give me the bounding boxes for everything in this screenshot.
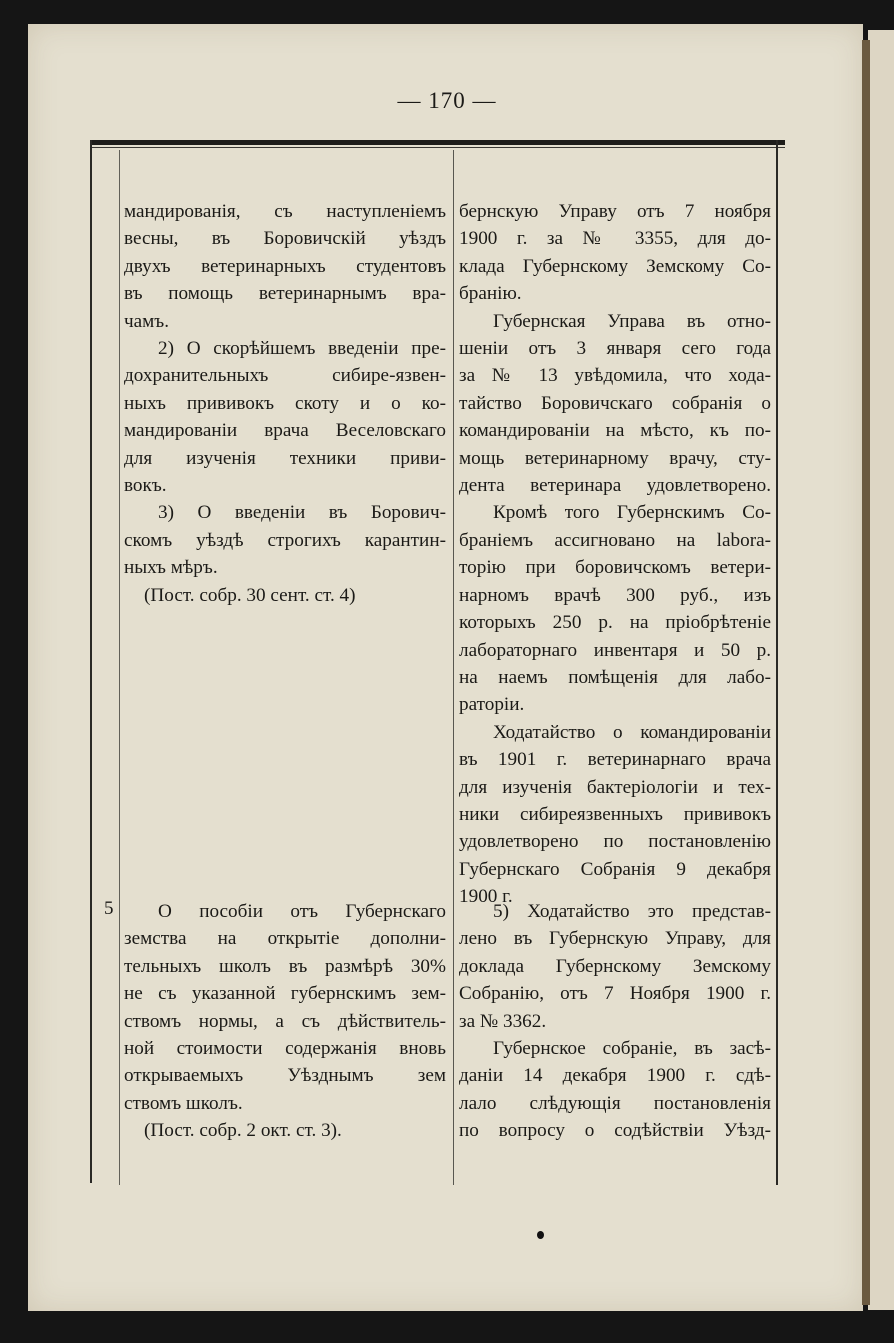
text-line: ныхъ мѣръ. [124,557,218,579]
reference-line: (Пост. собр. 2 окт. ст. 3). [144,1120,342,1142]
text-line: Собранію, отъ 7 Ноября 1900 г. [459,983,771,1005]
text-line: Губернское собраніе, въ засѣ- [493,1038,771,1060]
text-line: для изученія техники приви- [124,447,446,469]
text-line: ной стоимости содержанія вновь [124,1038,446,1060]
text-line: лало слѣдующія постановленія [459,1092,771,1114]
text-line: Губернскаго Собранія 9 декабря [459,858,771,880]
text-line: Губернская Управа въ отно- [493,310,771,332]
adjacent-page-edge [868,30,894,1310]
text-line: лабораторнаго инвентаря и 50 р. [459,639,771,661]
text-line: 5) Ходатайство это представ- [493,901,771,922]
text-line: вокъ. [124,475,167,497]
text-line: двухъ ветеринарныхъ студентовъ [124,255,446,277]
text-line: раторіи. [459,694,525,716]
lower-left-column [124,898,446,1145]
table-left-border [90,140,92,1183]
text-line: 1900 г. за № 3355, для до- [459,228,771,250]
page-binding-edge [862,40,870,1305]
ink-dot [537,1231,544,1239]
text-line: по вопросу о содѣйствіи Уѣзд- [459,1120,771,1142]
text-line: дента ветеринара удовлетворено. [459,475,771,497]
text-line: ствомъ нормы, а съ дѣйствитель- [124,1010,446,1032]
text-line: земства на открытіе дополни- [124,928,446,950]
column-divider [453,150,454,1185]
lower-right-column [459,898,771,1145]
text-line: чамъ. [124,310,170,332]
text-line: лено въ Губернскую Управу, для [459,928,771,950]
reference-line: (Пост. собр. 30 сент. ст. 4) [144,584,356,606]
text-line: на наемъ помѣщенія для лабо- [459,666,771,688]
text-line: бранію. [459,283,522,305]
text-line: нарномъ врачѣ 300 руб., изъ [459,584,771,606]
text-line: тайство Боровичскаго собранія о [459,392,771,414]
text-line: не съ указанной губернскимъ зем- [124,983,446,1005]
text-line: торію при боровичскомъ ветери- [459,557,771,579]
text-line: командированіи на мѣсто, къ по- [459,420,771,442]
text-line: 2) О скорѣйшемъ введеніи пре- [158,338,446,360]
text-line: шеніи отъ 3 января сего года [459,338,771,360]
text-line: О пособіи отъ Губернскаго [158,901,446,922]
text-line: ники сибиреязвенныхъ прививокъ [459,803,771,825]
text-line: открываемыхъ Уѣзднымъ зем [124,1065,446,1087]
text-line: 3) О введеніи въ Борович- [158,502,446,524]
upper-right-column [459,198,771,911]
text-line: бернскую Управу отъ 7 ноября [459,201,771,222]
upper-left-column [124,198,446,609]
text-line: ныхъ прививокъ скоту и о ко- [124,392,446,414]
text-line: доклада Губернскому Земскому [459,955,771,977]
page-number: — 170 — [397,88,497,113]
text-line: удовлетворено по постановленію [459,831,771,853]
text-line: даніи 14 декабря 1900 г. сдѣ- [459,1065,771,1087]
text-line: браніемъ ассигновано на labora- [459,529,771,551]
item-number: 5 [104,898,114,919]
text-line: за № 3362. [459,1010,547,1032]
text-line: за № 13 увѣдомила, что хода- [459,365,771,387]
text-line: Ходатайство о командированіи [493,721,771,743]
text-line: Кромѣ того Губернскимъ Со- [493,502,771,524]
text-line: ствомъ школъ. [124,1092,243,1114]
table-top-rule [90,140,785,145]
text-line: мандированіи врача Веселовскаго [124,420,446,442]
table-top-rule-thin [90,147,785,148]
table-right-border [776,140,778,1185]
text-line: мощь ветеринарному врачу, сту- [459,447,771,469]
text-line: скомъ уѣздѣ строгихъ карантин- [124,529,446,551]
left-margin-rule [119,150,120,1185]
text-line: клада Губернскому Земскому Со- [459,255,771,277]
text-line: мандированія, съ наступленіемъ [124,201,446,222]
text-line: которыхъ 250 р. на пріобрѣтеніе [459,612,771,634]
text-line: въ помощь ветеринарнымъ вра- [124,283,446,305]
text-line: въ 1901 г. ветеринарнаго врача [459,749,771,771]
text-line: весны, въ Боровичскій уѣздъ [124,228,446,250]
text-line: тельныхъ школъ въ размѣрѣ 30% [124,955,446,977]
text-line: для изученія бактеріологіи и тех- [459,776,771,798]
text-line: 1900 г. [459,886,513,908]
text-line: дохранительныхъ сибире-язвен- [124,365,446,387]
